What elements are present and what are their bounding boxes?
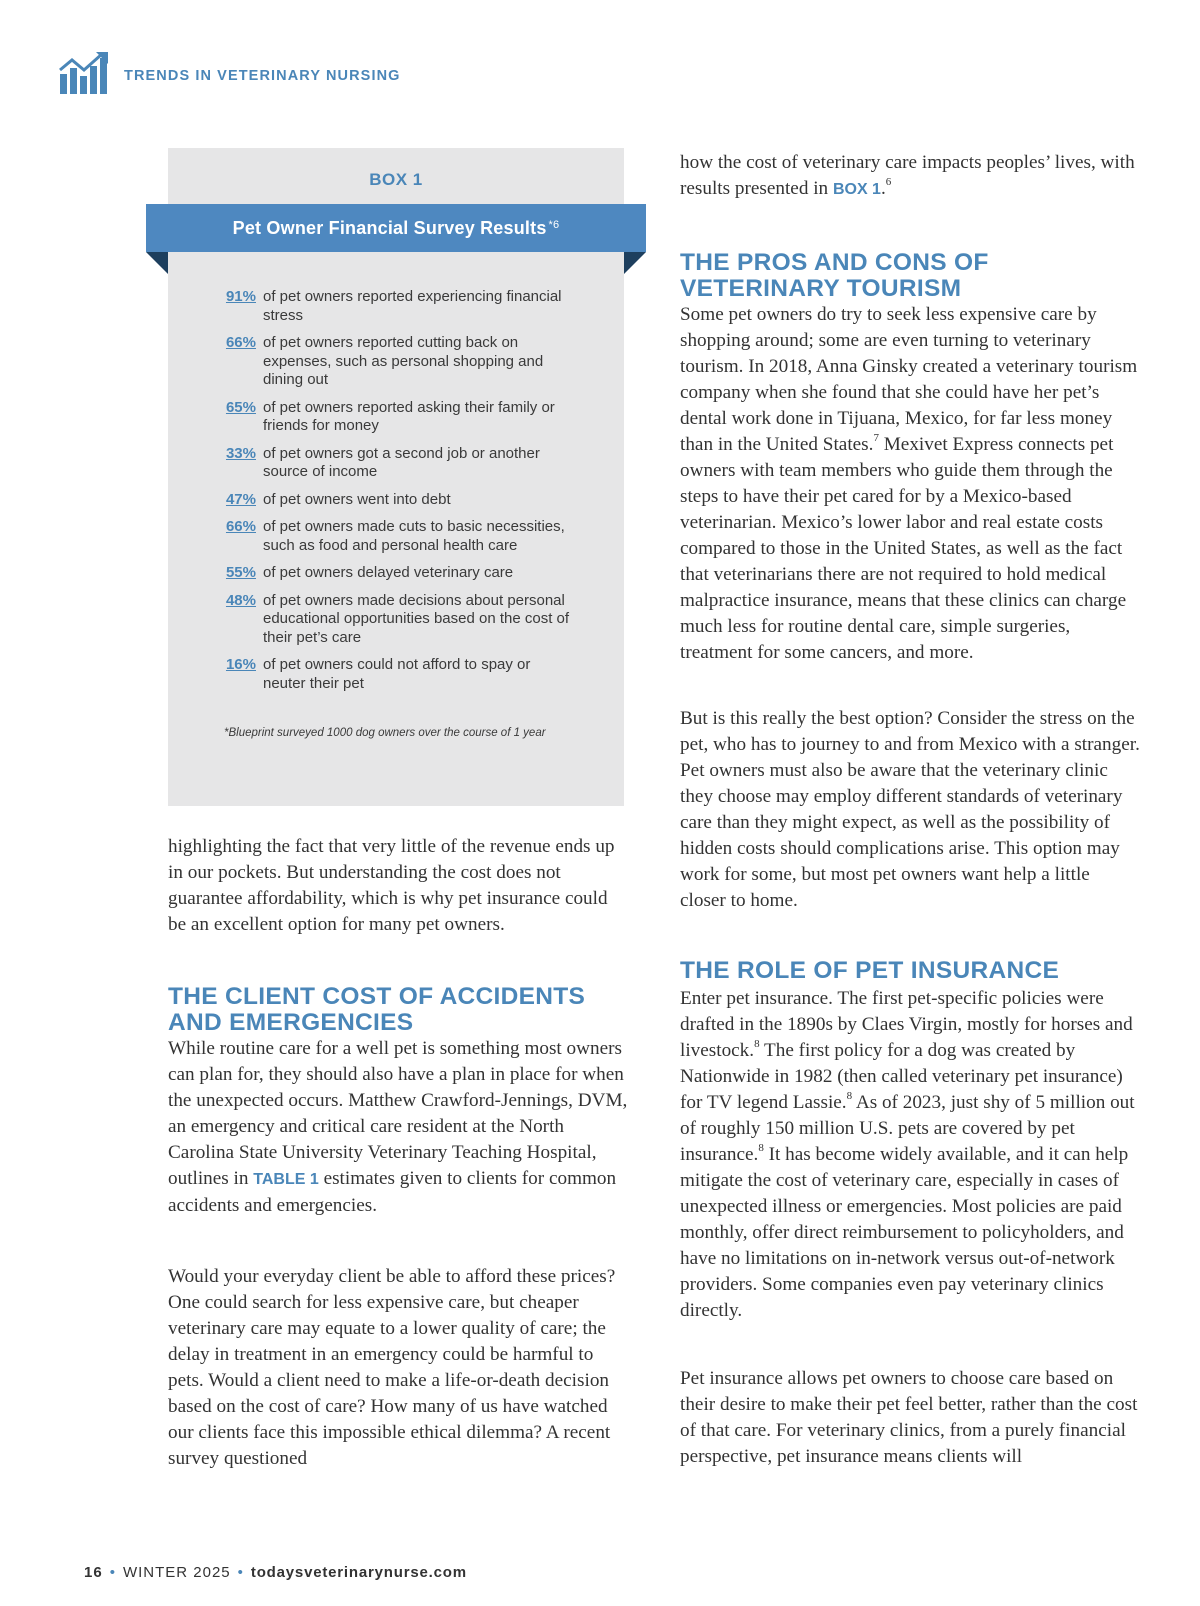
section-heading-pet-insurance bbox=[680, 958, 1140, 984]
right-column-paragraph-3 bbox=[680, 706, 1140, 914]
body-text: Enter pet insurance. The first pet-specific policies were drafted in the 1890s by Claes Virgin, mostly for horses and livestock. bbox=[680, 988, 1133, 1061]
body-paragraph: highlighting the fact that very little of the revenue ends up in our pockets. But understanding the cost does not guarantee affordability, which is why pet insurance could be an excellent option for many pet owners. bbox=[168, 836, 615, 935]
right-column-paragraph-2 bbox=[680, 302, 1140, 666]
heading-line: THE CLIENT COST OF ACCIDENTS bbox=[168, 983, 586, 1010]
body-paragraph: Pet insurance allows pet owners to choose care based on their desire to make their pet feel better, rather than the cost of that care. For veterinary clinics, from a purely financial perspective, pet insurance means clients will bbox=[680, 1368, 1138, 1467]
stat-text: of pet owners went into debt bbox=[263, 490, 451, 508]
left-column-paragraph-2 bbox=[168, 1036, 628, 1219]
heading-line: THE ROLE OF PET INSURANCE bbox=[680, 957, 1060, 984]
body-paragraph bbox=[168, 1036, 628, 1219]
trending-bar-chart-icon bbox=[58, 52, 110, 96]
stat-percentage: 48% bbox=[225, 591, 256, 609]
right-column-paragraph-4 bbox=[680, 986, 1140, 1324]
body-text: It has become widely available, and it can help mitigate the cost of veterinary care, especially in cases of unexpected illness or emergencies. Most policies are paid monthly, offer direct reimbursement to policyholders, and have no limitations on in-network versus out-of-network providers. Some companies even pay veterinary clinics directly. bbox=[680, 1144, 1129, 1321]
table-reference: TABLE 1 bbox=[253, 1171, 319, 1188]
heading-line: VETERINARY TOURISM bbox=[680, 275, 962, 302]
body-text: As of 2023, just shy of 5 million out of roughly 150 million U.S. pets are covered by pet insurance. bbox=[680, 1092, 1135, 1165]
section-heading-tourism bbox=[680, 250, 1140, 302]
stat-percentage: 16% bbox=[225, 656, 256, 673]
stat-item bbox=[216, 445, 576, 482]
body-paragraph: Would your everyday client be able to afford these prices? One could search for less expensive care, but cheaper veterinary care may equate to a lower quality of care; the delay in treatment in an emergency could be harmful to pets. Would a client need to make a life-or-death decision based on the cost of care? How many of us have watched our clients face this impossible ethical dilemma? A recent survey questioned bbox=[168, 1266, 616, 1469]
stat-item bbox=[216, 518, 576, 555]
stat-percentage: 55% bbox=[225, 564, 256, 581]
stat-percentage: 66% bbox=[225, 334, 256, 351]
body-text: While routine care for a well pet is something most owners can plan for, they should also have a plan in place for when the unexpected occurs. Matthew Crawford-Jennings, DVM, an emergency and critical care resident at the North Carolina State University Veterinary Teaching Hospital, outlines in bbox=[168, 1038, 628, 1189]
left-column-paragraph-1 bbox=[168, 834, 628, 938]
section-heading-client-cost bbox=[168, 984, 628, 1036]
body-paragraph bbox=[680, 986, 1140, 1324]
stat-percentage: 91% bbox=[225, 288, 256, 305]
box-title-banner bbox=[146, 204, 646, 252]
citation: 8 bbox=[754, 1037, 760, 1050]
stat-item bbox=[216, 288, 576, 325]
stat-text: of pet owners made cuts to basic necessities, such as food and personal health care bbox=[263, 518, 565, 554]
heading-line: AND EMERGENCIES bbox=[168, 1009, 414, 1036]
stat-item bbox=[216, 491, 576, 510]
stat-percentage: 65% bbox=[225, 398, 256, 416]
stat-percentage: 66% bbox=[225, 518, 256, 535]
stat-text: of pet owners delayed veterinary care bbox=[263, 564, 514, 581]
citation: 8 bbox=[846, 1089, 853, 1102]
running-header bbox=[58, 52, 401, 96]
body-text: how the cost of veterinary care impacts peoples’ lives, with results presented in bbox=[680, 152, 1135, 199]
body-paragraph bbox=[680, 302, 1140, 666]
stat-text: of pet owners reported asking their family or friends for money bbox=[263, 398, 555, 434]
stat-item bbox=[216, 592, 576, 648]
stat-item bbox=[216, 399, 576, 436]
website-link[interactable]: todaysveterinarynurse.com bbox=[250, 1564, 467, 1581]
banner-fold-right bbox=[624, 252, 646, 274]
box-footnote: *Blueprint surveyed 1000 dog owners over the course of 1 year bbox=[224, 727, 546, 739]
heading-line: THE PROS AND CONS OF bbox=[680, 249, 989, 276]
stat-text: of pet owners reported experiencing financial stress bbox=[263, 288, 562, 324]
stat-item bbox=[216, 656, 576, 693]
body-paragraph bbox=[680, 150, 1140, 203]
body-text: The first policy for a dog was created by Nationwide in 1982 (then called veterinary pet insurance) for TV legend Lassie. bbox=[680, 1040, 1123, 1113]
body-text: Some pet owners do try to seek less expensive care by shopping around; some are even turning to veterinary tourism. In 2018, Anna Ginsky created a veterinary tourism company when she found that she could have her pet’s dental work done in Tijuana, Mexico, for far less money than in the United States. bbox=[680, 304, 1138, 455]
right-column-paragraph-1 bbox=[680, 150, 1140, 203]
page-number: 16 bbox=[84, 1564, 103, 1581]
page-footer bbox=[84, 1564, 467, 1581]
stat-text: of pet owners got a second job or another source of income bbox=[263, 444, 540, 480]
stat-text: of pet owners could not afford to spay or neuter their pet bbox=[263, 656, 531, 692]
stat-percentage: 33% bbox=[225, 444, 256, 462]
box-kicker: BOX 1 bbox=[369, 170, 423, 189]
stat-item bbox=[216, 334, 576, 390]
citation: 7 bbox=[873, 431, 879, 444]
citation: 8 bbox=[758, 1141, 764, 1154]
box-title-citation: *6 bbox=[548, 219, 560, 231]
body-text: . bbox=[880, 178, 886, 199]
stat-item bbox=[216, 564, 576, 583]
stat-text: of pet owners reported cutting back on expenses, such as personal shopping and dining out bbox=[263, 334, 544, 388]
stat-percentage: 47% bbox=[225, 490, 256, 508]
citation: 6 bbox=[885, 175, 892, 188]
footer-separator: • bbox=[109, 1564, 116, 1581]
box-title: Pet Owner Financial Survey Results bbox=[232, 217, 547, 238]
issue-label: WINTER 2025 bbox=[122, 1564, 231, 1581]
footer-separator: • bbox=[237, 1564, 244, 1581]
running-title: TRENDS IN VETERINARY NURSING bbox=[124, 68, 401, 84]
body-paragraph: But is this really the best option? Consider the stress on the pet, who has to journey to and from Mexico with a stranger. Pet owners must also be aware that the veterinary clinic they choose may employ different standards of veterinary care than they might expect, as well as the possibility of hidden costs should complications arise. This option may work for some, but most pet owners want help a little closer to home. bbox=[680, 708, 1140, 911]
left-column-paragraph-3 bbox=[168, 1264, 628, 1472]
stat-text: of pet owners made decisions about personal educational opportunities based on the cost of their pet’s care bbox=[263, 591, 570, 646]
survey-stats-list bbox=[216, 288, 576, 702]
box-reference: BOX 1 bbox=[832, 181, 881, 198]
banner-fold-left bbox=[146, 252, 168, 274]
right-column-paragraph-5 bbox=[680, 1366, 1140, 1470]
body-text: estimates given to clients for common accidents and emergencies. bbox=[168, 1168, 617, 1216]
body-text: Mexivet Express connects pet owners with team members who guide them through the steps to have their pet cared for by a Mexico-based veterinarian. Mexico’s lower labor and real estate costs compared to those in the United States, as well as the fact that veterinarians there are not required to hold medical malpractice insurance, means that these clinics can charge much less for routine dental care, simple surgeries, treatment for some cancers, and more. bbox=[680, 434, 1127, 663]
